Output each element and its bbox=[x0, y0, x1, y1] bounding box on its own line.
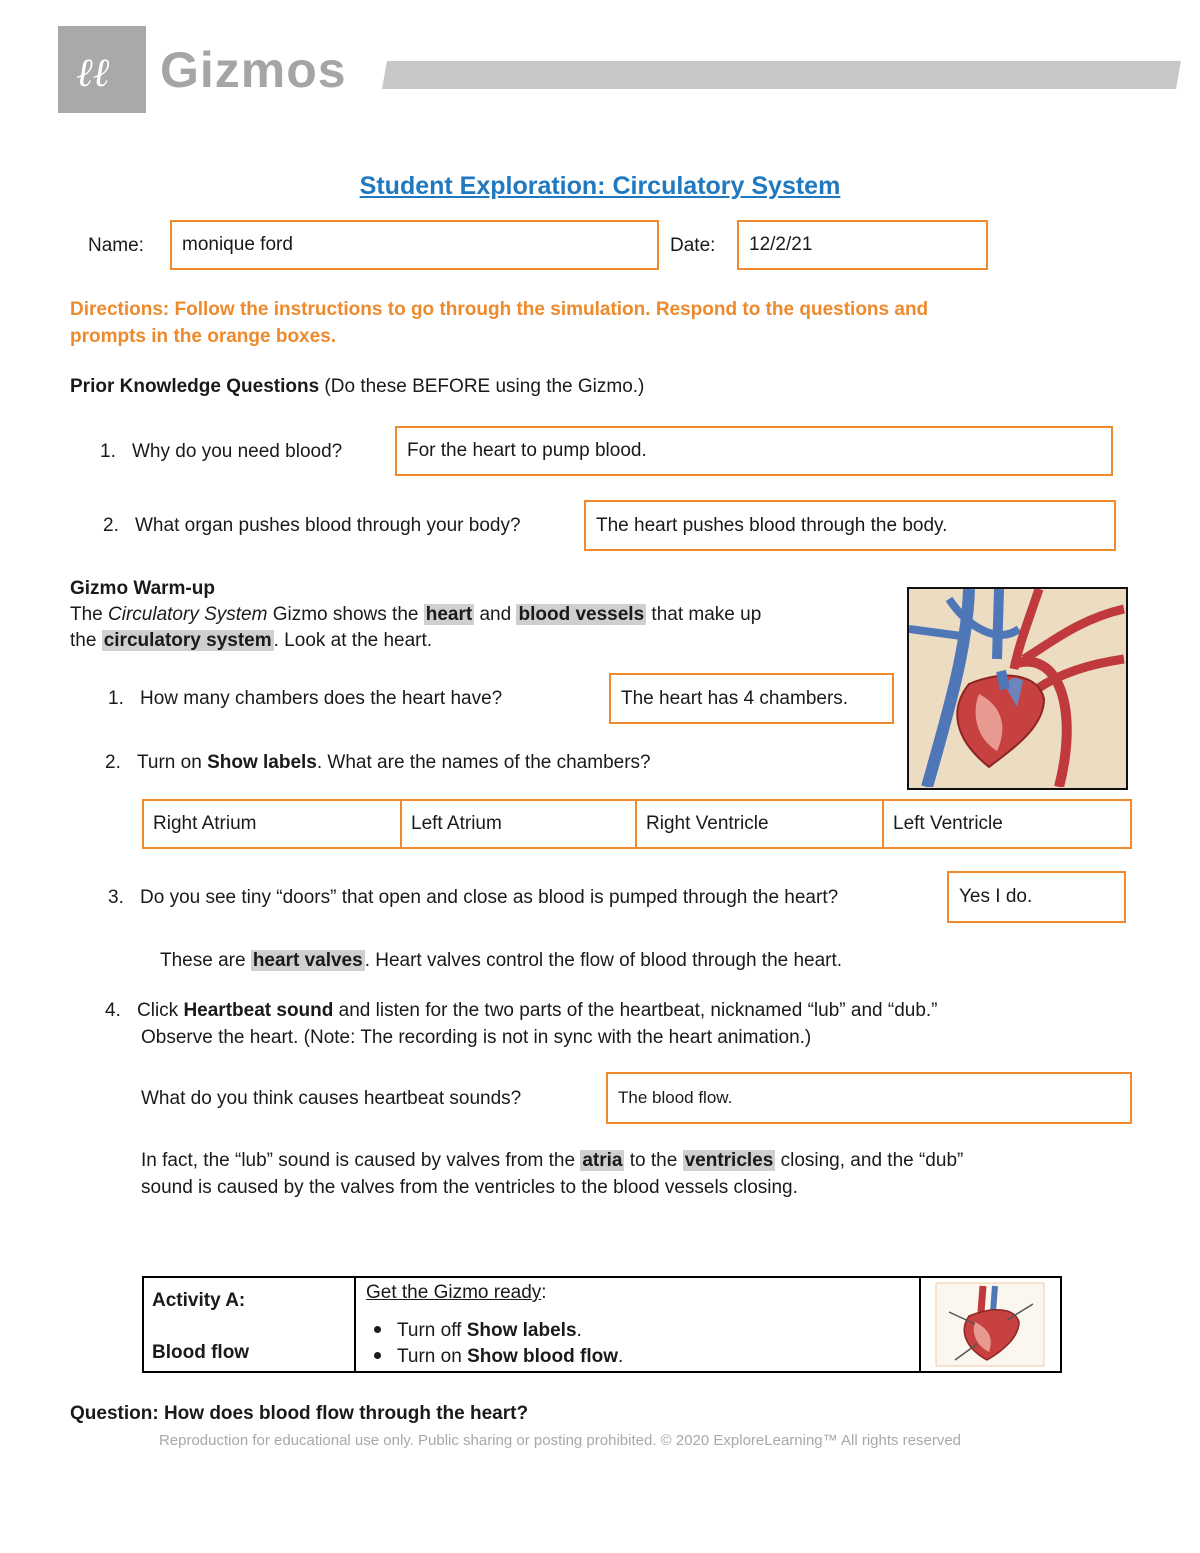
lub-dub-fact-line-1: In fact, the “lub” sound is caused by valves from the atria to the ventricles closing, and the “dub” bbox=[141, 1150, 964, 1171]
activity-label-cell bbox=[144, 1278, 356, 1371]
heart-valves-note: These are heart valves . Heart valves control the flow of blood through the heart. bbox=[160, 950, 843, 971]
activity-question: Question: How does blood flow through the heart? bbox=[70, 1403, 529, 1424]
footer-copyright: Reproduction for educational use only. Public sharing or posting prohibited. © 2020 ExploreLearning™ All rights reserved bbox=[158, 1432, 962, 1449]
bullet-icon bbox=[374, 1352, 381, 1359]
activity-bullet-1: Turn off Show labels. bbox=[366, 1318, 623, 1344]
logo-badge bbox=[58, 26, 146, 113]
date-value: 12/2/21 bbox=[749, 234, 813, 255]
bullet-icon bbox=[374, 1326, 381, 1333]
name-value: monique ford bbox=[182, 234, 293, 255]
date-field[interactable] bbox=[737, 220, 988, 270]
heart-thumbnail-icon bbox=[935, 1282, 1045, 1367]
warmup-question-4-line-2: Observe the heart. (Note: The recording is not in sync with the heart animation.) bbox=[141, 1027, 812, 1048]
warmup-question-1: 1. How many chambers does the heart have? bbox=[108, 688, 503, 709]
warmup-question-2: 2. Turn on Show labels. What are the names of the chambers? bbox=[105, 752, 651, 773]
warmup-question-3: 3. Do you see tiny “doors” that open and close as blood is pumped through the heart? bbox=[108, 887, 839, 908]
explorelearning-logo-icon bbox=[58, 26, 146, 113]
warmup-paragraph-line-1: The Circulatory System Gizmo shows the heart and blood vessels that make up bbox=[70, 604, 762, 625]
gizmo-ready-heading: Get the Gizmo ready: bbox=[366, 1282, 547, 1303]
directions-line-2: prompts in the orange boxes. bbox=[70, 326, 337, 347]
chamber-cell[interactable]: Left Ventricle bbox=[893, 813, 1003, 834]
warmup-heading: Gizmo Warm-up bbox=[70, 578, 215, 599]
activity-name: Blood flow bbox=[152, 1342, 250, 1363]
warmup-answer-3[interactable]: Yes I do. bbox=[947, 871, 1126, 923]
name-label: Name: bbox=[88, 235, 144, 256]
chamber-cell[interactable]: Right Ventricle bbox=[637, 801, 884, 847]
name-field[interactable] bbox=[170, 220, 659, 270]
activity-label: Activity A: bbox=[152, 1290, 246, 1311]
chamber-cell[interactable]: Right Atrium bbox=[144, 801, 402, 847]
heart-illustration bbox=[909, 589, 1125, 787]
warmup-answer-4[interactable]: The blood flow. bbox=[606, 1072, 1132, 1124]
activity-bullet-2: Turn on Show blood flow. bbox=[366, 1344, 623, 1370]
chamber-cell[interactable]: Left Atrium bbox=[402, 801, 637, 847]
prior-knowledge-heading: Prior Knowledge Questions (Do these BEFORE using the Gizmo.) bbox=[70, 376, 645, 397]
warmup-paragraph-line-2: the circulatory system . Look at the heart. bbox=[70, 630, 433, 651]
page-title: Student Exploration: Circulatory System bbox=[359, 172, 841, 200]
prior-question-2: 2. What organ pushes blood through your body? bbox=[103, 515, 521, 536]
heartbeat-sound-question: What do you think causes heartbeat sounds? bbox=[141, 1088, 522, 1109]
brand-name: Gizmos bbox=[160, 42, 347, 98]
warmup-answer-1[interactable]: The heart has 4 chambers. bbox=[609, 673, 894, 724]
warmup-question-4: 4. Click Heartbeat sound and listen for the two parts of the heartbeat, nicknamed “lub” and “dub.” bbox=[105, 1000, 938, 1021]
directions-line-1: Directions: Follow the instructions to go through the simulation. Respond to the questions and bbox=[70, 299, 929, 320]
activity-instructions-cell bbox=[366, 1280, 623, 1370]
prior-answer-2[interactable]: The heart pushes blood through the body. bbox=[584, 500, 1116, 551]
header-bar bbox=[382, 61, 1181, 89]
prior-answer-1[interactable]: For the heart to pump blood. bbox=[395, 426, 1113, 476]
chamber-names-table bbox=[142, 799, 1132, 849]
activity-thumbnail-cell bbox=[919, 1278, 1059, 1371]
prior-question-1: 1. Why do you need blood? bbox=[100, 441, 343, 462]
svg-text:ℓℓ: ℓℓ bbox=[76, 50, 110, 96]
activity-a-table bbox=[142, 1276, 1062, 1373]
heart-diagram-image bbox=[907, 587, 1128, 790]
date-label: Date: bbox=[670, 235, 716, 256]
lub-dub-fact-line-2: sound is caused by the valves from the ventricles to the blood vessels closing. bbox=[141, 1177, 798, 1198]
